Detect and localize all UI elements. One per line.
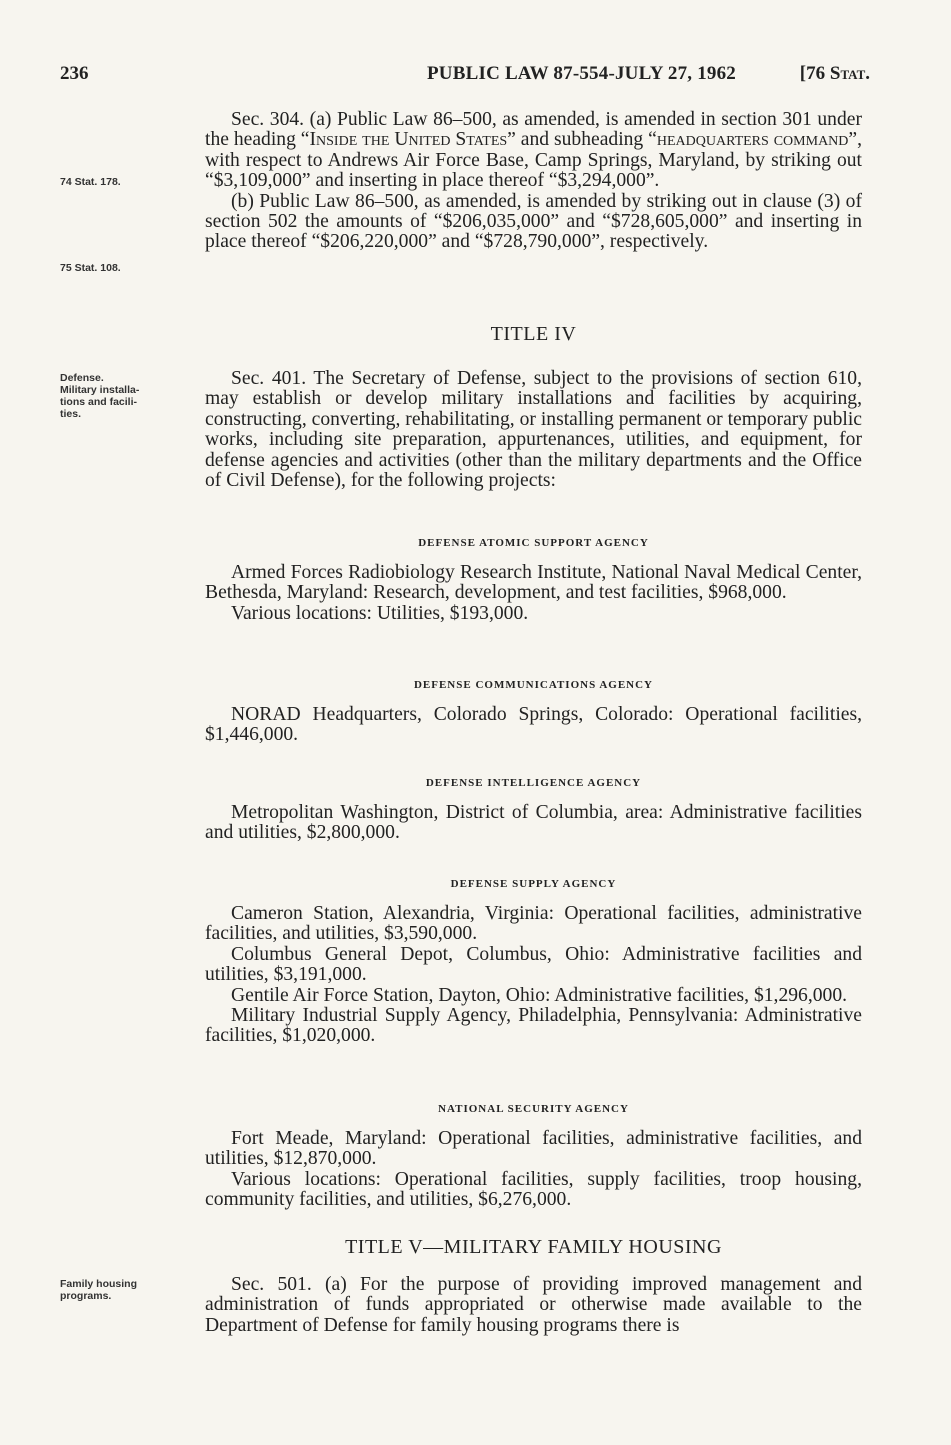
- page-number: 236: [60, 63, 89, 84]
- running-head: [60, 63, 870, 87]
- section-401: [205, 369, 862, 491]
- section-304-a: [205, 110, 862, 192]
- margin-note-75-stat: 75 Stat. 108.: [60, 262, 121, 274]
- running-title: PUBLIC LAW 87-554-JULY 27, 1962: [427, 63, 737, 84]
- project-item: Various locations: Operational facilities, supply facilities, troop housing, community facilities, and utilities, $6,276,000.: [205, 1168, 862, 1211]
- margin-note-line: Defense.: [60, 372, 104, 384]
- project-item: Military Industrial Supply Agency, Philadelphia, Pennsylvania: Administrative facilities, $1,020,000.: [205, 1005, 862, 1047]
- agency-heading-communications: DEFENSE COMMUNICATIONS AGENCY: [413, 679, 654, 691]
- margin-note-line: Military installa-: [60, 384, 140, 396]
- project-item: Armed Forces Radiobiology Research Institute, National Naval Medical Center, Bethesda, Maryland: Research, development, and test facilities, $968,000.: [205, 562, 862, 604]
- agency-heading-supply: DEFENSE SUPPLY AGENCY: [450, 878, 617, 890]
- heading-reference: Inside the United States: [309, 129, 508, 151]
- nsa-projects: [205, 1129, 862, 1211]
- margin-note-line: tions and facili-: [60, 396, 138, 408]
- subheading-reference: headquarters command: [656, 129, 849, 151]
- margin-note-family-housing: [60, 1278, 200, 1302]
- section-501-text: Sec. 501. (a) For the purpose of providing improved management and administration of funds appropriated or otherwise made available to the Department of Defense for family housing programs there is: [205, 1274, 862, 1336]
- section-304: [205, 110, 862, 253]
- volume-reference: [76 Stat.: [799, 63, 870, 84]
- project-item: NORAD Headquarters, Colorado Springs, Colorado: Operational facilities, $1,446,000.: [205, 704, 862, 746]
- margin-note-line: Family housing: [60, 1278, 138, 1290]
- section-401-text: Sec. 401. The Secretary of Defense, subject to the provisions of section 610, may establish or develop military installations and facilities by acquiring, constructing, converting, rehabilitating, or installing permanent or temporary public works, including site preparation, appurtenances, utilities, and equipment, for defense agencies and activities (other than the military departments and the Office of Civil Defense), for the following projects:: [205, 368, 862, 492]
- margin-note-line: ties.: [60, 408, 82, 420]
- section-501: [205, 1275, 862, 1336]
- margin-note-line: programs.: [60, 1290, 112, 1302]
- title-v-heading: TITLE V—MILITARY FAMILY HOUSING: [345, 1236, 722, 1258]
- agency-heading-atomic: DEFENSE ATOMIC SUPPORT AGENCY: [418, 537, 649, 549]
- text-run: ” and subheading “: [507, 129, 657, 151]
- section-304-b: (b) Public Law 86–500, as amended, is amended by striking out in clause (3) of section 502 the amounts of “$206,035,000” and “$728,605,000” and inserting in place thereof “$206,220,000” and “$728,790,000”, respectively.: [205, 190, 862, 253]
- text-run: ”, with respect to Andrews Air Force Base, Camp Springs, Maryland, by striking out “$3,109,000” and inserting in place thereof “$3,294,000”.: [205, 129, 863, 192]
- supply-projects: [205, 904, 862, 1047]
- agency-heading-intelligence: DEFENSE INTELLIGENCE AGENCY: [425, 777, 642, 789]
- project-item: Columbus General Depot, Columbus, Ohio: Administrative facilities and utilities, $3,191,000.: [205, 943, 862, 986]
- title-iv-heading: TITLE IV: [490, 323, 577, 345]
- intelligence-projects: [205, 803, 862, 844]
- margin-note-defense: [60, 372, 200, 420]
- project-item: Gentile Air Force Station, Dayton, Ohio: Administrative facilities, $1,296,000.: [231, 984, 848, 1006]
- communications-projects: [205, 705, 862, 746]
- margin-note-74-stat: 74 Stat. 178.: [60, 176, 121, 188]
- project-item: Various locations: Utilities, $193,000.: [231, 602, 529, 624]
- agency-heading-nsa: NATIONAL SECURITY AGENCY: [438, 1103, 629, 1115]
- project-item: Fort Meade, Maryland: Operational facilities, administrative facilities, and utilities, $12,870,000.: [205, 1128, 862, 1170]
- project-item: Cameron Station, Alexandria, Virginia: Operational facilities, administrative facilities, and utilities, $3,590,000.: [205, 903, 862, 945]
- atomic-projects: [205, 563, 862, 624]
- project-item: Metropolitan Washington, District of Columbia, area: Administrative facilities and utilities, $2,800,000.: [205, 802, 862, 844]
- text-run: Sec. 304. (a) Public Law 86–500, as amended, is amended in section 301 under the heading “: [205, 109, 862, 151]
